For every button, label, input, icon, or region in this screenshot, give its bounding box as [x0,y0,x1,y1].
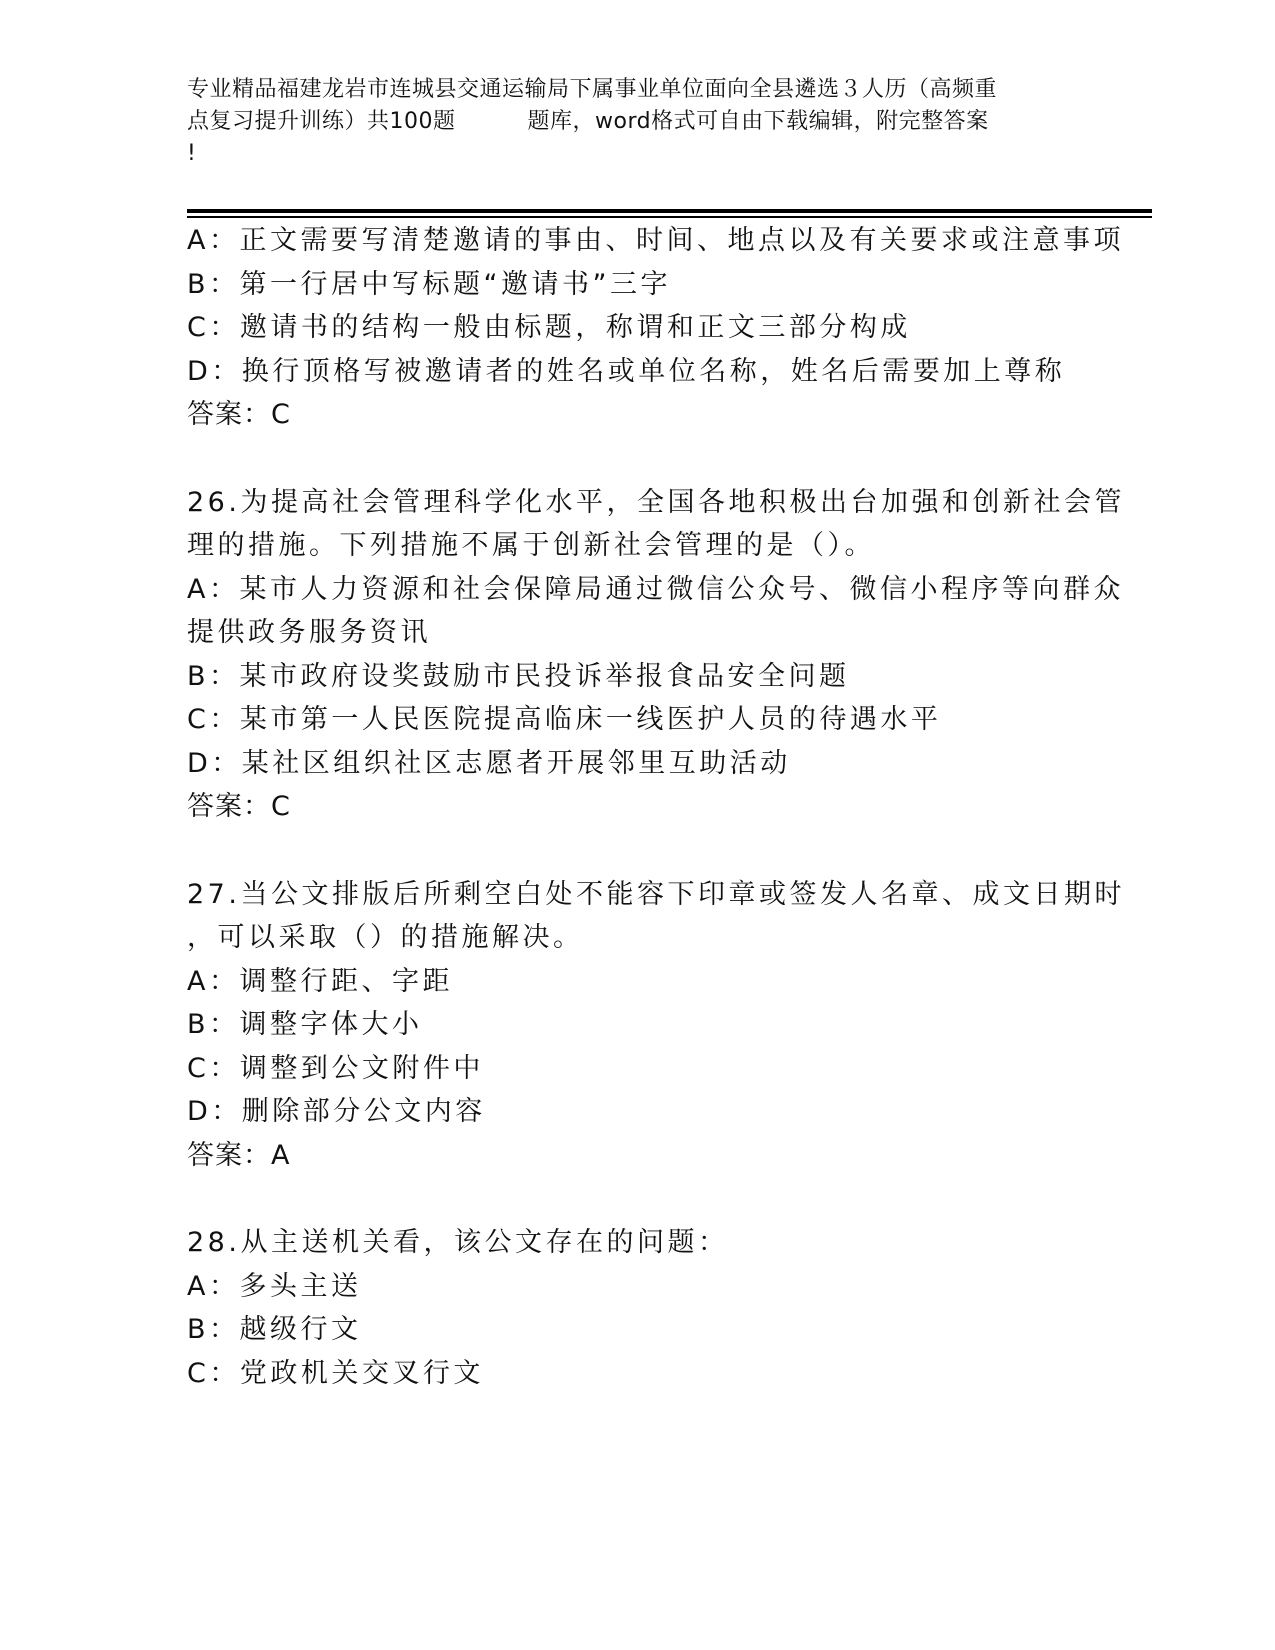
q27-answer: 答案：A [187,1140,291,1171]
q26-option-d: D：某社区组织社区志愿者开展邻里互助活动 [187,748,791,779]
header-divider-thick [187,209,1152,213]
q26-option-c: C：某市第一人民医院提高临床一线医护人员的待遇水平 [187,704,942,735]
header-line-2b: 题库，word格式可自由下载编辑，附完整答案 [527,109,989,134]
q26-stem-line-2: 理的措施。下列措施不属于创新社会管理的是（）。 [187,530,875,561]
q26-stem-line-1: 26.为提高社会管理科学化水平，全国各地积极出台加强和创新社会管 [187,487,1125,518]
q27-option-c: C：调整到公文附件中 [187,1053,484,1084]
q27-option-b: B：调整字体大小 [187,1009,423,1040]
header-line-2a: 点复习提升训练）共100题 [187,109,456,134]
q26-option-a: A：某市人力资源和社会保障局通过微信公众号、微信小程序等向群众 [187,574,1124,605]
q28-stem-line-1: 28.从主送机关看，该公文存在的问题： [187,1227,729,1258]
q25-option-d: D：换行顶格写被邀请者的姓名或单位名称，姓名后需要加上尊称 [187,356,1066,387]
q25-option-c: C：邀请书的结构一般由标题，称谓和正文三部分构成 [187,312,911,343]
q26-option-b: B：某市政府设奖鼓励市民投诉举报食品安全问题 [187,661,850,692]
q25-answer: 答案：C [187,399,291,430]
q27-stem-line-2: ，可以采取（）的措施解决。 [187,922,584,953]
q25-option-a: A：正文需要写清楚邀请的事由、时间、地点以及有关要求或注意事项 [187,225,1124,256]
document-header [187,74,1087,170]
q27-stem-line-1: 27.当公文排版后所剩空白处不能容下印章或签发人名章、成文日期时 [187,879,1125,910]
q27-option-d: D：删除部分公文内容 [187,1096,486,1127]
header-line-2 [187,106,1087,138]
q28-option-a: A：多头主送 [187,1271,362,1302]
q25-option-b: B：第一行居中写标题“邀请书”三字 [187,269,671,300]
header-divider-thin [187,216,1152,218]
q28-option-b: B：越级行文 [187,1314,362,1345]
q26-option-a-cont: 提供政务服务资讯 [187,617,431,648]
q27-option-a: A：调整行距、字距 [187,966,453,997]
header-line-3: ! [187,141,197,166]
header-line-1: 专业精品福建龙岩市连城县交通运输局下属事业单位面向全县遴选３人历（高频重 [187,77,998,102]
q26-answer: 答案：C [187,791,291,822]
q28-option-c: C：党政机关交叉行文 [187,1358,484,1389]
